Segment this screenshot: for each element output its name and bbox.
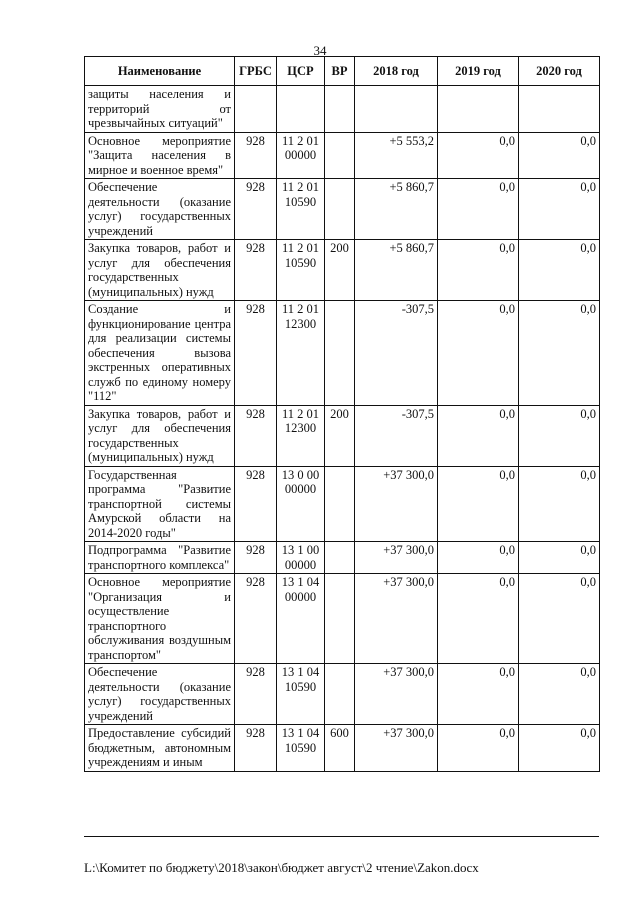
row-2018-cell: +5 860,7	[355, 179, 438, 240]
row-grbs-cell: 928	[235, 725, 277, 772]
row-2020-cell: 0,0	[519, 574, 600, 664]
table-row	[85, 466, 600, 542]
row-vr-cell	[325, 179, 355, 240]
table-row	[85, 132, 600, 179]
row-2018-cell: -307,5	[355, 405, 438, 466]
row-2018-cell	[355, 86, 438, 133]
row-csr-cell: 11 2 01 10590	[277, 179, 325, 240]
table-row	[85, 405, 600, 466]
row-2019-cell: 0,0	[438, 542, 519, 574]
row-2020-cell: 0,0	[519, 405, 600, 466]
row-csr-cell: 13 1 00 00000	[277, 542, 325, 574]
row-vr-cell: 200	[325, 405, 355, 466]
row-name-cell: защиты населения и территорий от чрезвычайных ситуаций"	[85, 86, 235, 133]
row-2019-cell: 0,0	[438, 301, 519, 406]
row-vr-cell	[325, 301, 355, 406]
table-row	[85, 301, 600, 406]
row-grbs-cell: 928	[235, 466, 277, 542]
row-name-cell: Основное мероприятие "Организация и осуществление транспортного обслуживания воздушным транспортом"	[85, 574, 235, 664]
row-name-cell: Создание и функционирование центра для реализации системы обеспечения вызова экстренных оперативных служб по единому номеру "112"	[85, 301, 235, 406]
row-grbs-cell: 928	[235, 664, 277, 725]
table-row	[85, 542, 600, 574]
row-vr-cell	[325, 664, 355, 725]
row-name-cell: Государственная программа "Развитие транспортной системы Амурской области на 2014-2020 годы"	[85, 466, 235, 542]
row-2018-cell: +37 300,0	[355, 725, 438, 772]
table-row	[85, 179, 600, 240]
row-grbs-cell: 928	[235, 574, 277, 664]
row-2019-cell: 0,0	[438, 725, 519, 772]
table-row	[85, 86, 600, 133]
row-name-cell: Обеспечение деятельности (оказание услуг) государственных учреждений	[85, 664, 235, 725]
header-vr: ВР	[325, 57, 355, 86]
row-2020-cell: 0,0	[519, 301, 600, 406]
row-vr-cell	[325, 466, 355, 542]
row-2020-cell: 0,0	[519, 466, 600, 542]
row-name-cell: Подпрограмма "Развитие транспортного комплекса"	[85, 542, 235, 574]
table-row	[85, 725, 600, 772]
row-2019-cell: 0,0	[438, 132, 519, 179]
row-2018-cell: +37 300,0	[355, 664, 438, 725]
row-csr-cell: 11 2 01 10590	[277, 240, 325, 301]
budget-table	[84, 56, 600, 772]
row-name-cell: Закупка товаров, работ и услуг для обеспечения государственных (муниципальных) нужд	[85, 405, 235, 466]
row-2019-cell: 0,0	[438, 240, 519, 301]
header-2018: 2018 год	[355, 57, 438, 86]
row-2019-cell: 0,0	[438, 405, 519, 466]
row-2019-cell: 0,0	[438, 574, 519, 664]
row-grbs-cell: 928	[235, 405, 277, 466]
row-vr-cell	[325, 574, 355, 664]
row-2018-cell: +37 300,0	[355, 574, 438, 664]
row-2018-cell: +5 553,2	[355, 132, 438, 179]
row-grbs-cell: 928	[235, 301, 277, 406]
row-name-cell: Основное мероприятие "Защита населения в мирное и военное время"	[85, 132, 235, 179]
row-name-cell: Закупка товаров, работ и услуг для обеспечения государственных (муниципальных) нужд	[85, 240, 235, 301]
row-2018-cell: -307,5	[355, 301, 438, 406]
row-2020-cell: 0,0	[519, 542, 600, 574]
footer-file-path: L:\Комитет по бюджету\2018\закон\бюджет август\2 чтение\Zakon.docx	[84, 860, 479, 875]
row-csr-cell: 11 2 01 00000	[277, 132, 325, 179]
page-number: 34	[313, 43, 327, 58]
header-grbs: ГРБС	[235, 57, 277, 86]
row-csr-cell: 13 1 04 10590	[277, 664, 325, 725]
row-vr-cell	[325, 86, 355, 133]
row-vr-cell	[325, 132, 355, 179]
row-2020-cell: 0,0	[519, 725, 600, 772]
row-csr-cell: 11 2 01 12300	[277, 405, 325, 466]
row-vr-cell	[325, 542, 355, 574]
row-2019-cell	[438, 86, 519, 133]
row-grbs-cell: 928	[235, 132, 277, 179]
row-2020-cell: 0,0	[519, 664, 600, 725]
table-row	[85, 664, 600, 725]
row-grbs-cell: 928	[235, 179, 277, 240]
header-csr: ЦСР	[277, 57, 325, 86]
row-vr-cell: 200	[325, 240, 355, 301]
row-2020-cell: 0,0	[519, 240, 600, 301]
row-2018-cell: +37 300,0	[355, 466, 438, 542]
header-2019: 2019 год	[438, 57, 519, 86]
row-2020-cell	[519, 86, 600, 133]
row-2019-cell: 0,0	[438, 466, 519, 542]
row-name-cell: Предоставление субсидий бюджетным, автономным учреждениям и иным	[85, 725, 235, 772]
row-name-cell: Обеспечение деятельности (оказание услуг) государственных учреждений	[85, 179, 235, 240]
row-csr-cell: 13 1 04 10590	[277, 725, 325, 772]
row-csr-cell	[277, 86, 325, 133]
row-2019-cell: 0,0	[438, 664, 519, 725]
row-vr-cell: 600	[325, 725, 355, 772]
row-csr-cell: 13 0 00 00000	[277, 466, 325, 542]
row-2019-cell: 0,0	[438, 179, 519, 240]
row-csr-cell: 11 2 01 12300	[277, 301, 325, 406]
header-name: Наименование	[85, 57, 235, 86]
row-grbs-cell: 928	[235, 542, 277, 574]
table-row	[85, 240, 600, 301]
row-csr-cell: 13 1 04 00000	[277, 574, 325, 664]
table-header-row	[85, 57, 600, 86]
row-2018-cell: +5 860,7	[355, 240, 438, 301]
row-2020-cell: 0,0	[519, 132, 600, 179]
row-2018-cell: +37 300,0	[355, 542, 438, 574]
table-row	[85, 574, 600, 664]
row-grbs-cell: 928	[235, 240, 277, 301]
header-2020: 2020 год	[519, 57, 600, 86]
bottom-rule	[84, 836, 599, 837]
row-grbs-cell	[235, 86, 277, 133]
row-2020-cell: 0,0	[519, 179, 600, 240]
